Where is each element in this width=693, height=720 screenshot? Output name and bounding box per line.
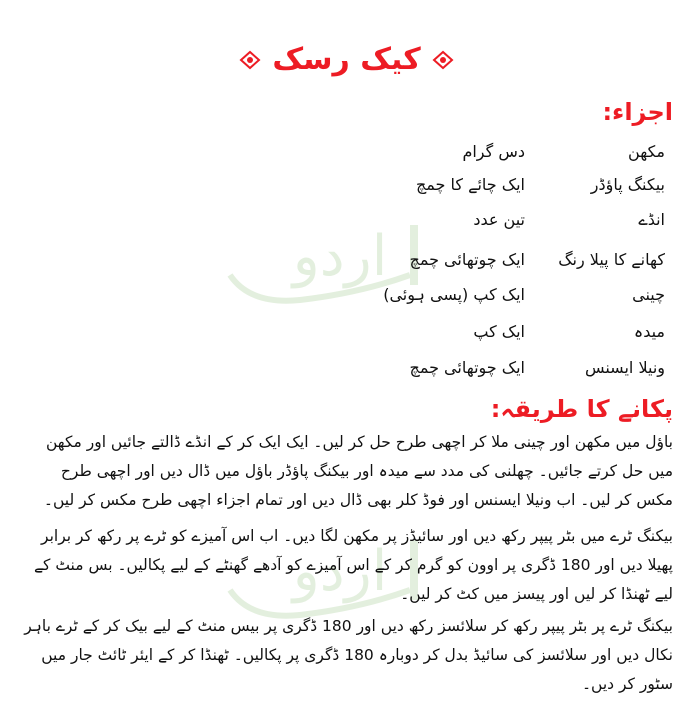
ingredient-qty: ایک چوتھائی چمچ (409, 250, 525, 269)
ingredient-name: کھانے کا پیلا رنگ (558, 250, 665, 269)
ingredient-name: انڈے (638, 210, 665, 229)
method-heading: پکانے کا طریقہ: (490, 395, 673, 423)
ingredient-name: بیکنگ پاؤڈر (590, 175, 665, 194)
ingredient-qty: تین عدد (473, 210, 525, 229)
ingredient-name: میدہ (633, 322, 665, 341)
ingredient-row (165, 171, 665, 199)
ingredient-qty: ایک چوتھائی چمچ (409, 358, 525, 377)
ingredient-row (165, 354, 665, 382)
ingredient-qty: دس گرام (462, 142, 525, 161)
ingredient-qty: ایک کپ (473, 322, 525, 341)
watermark-text: اردو (292, 224, 388, 289)
title-row (0, 38, 693, 82)
ingredient-row (165, 206, 665, 234)
ingredient-qty: ایک چائے کا چمچ (415, 175, 525, 194)
ingredient-row (165, 246, 665, 274)
ingredient-name: مکھن (628, 142, 665, 161)
ingredient-row (165, 281, 665, 309)
page-title: کیک رسک (272, 42, 421, 77)
ingredient-name: چینی (632, 285, 665, 304)
watermark-text-lower: اردو (292, 539, 388, 604)
ornament-left-icon (238, 48, 262, 72)
method-paragraph: باؤل میں مکھن اور چینی ملا کر اچھی طرح حل کر لیں۔ ایک ایک کر کے انڈے ڈالتے جائیں اور مکھن میں حل کرتے جائیں۔ چھلنی کی مدد سے میدہ اور بیکنگ پاؤڈر باؤل میں ڈال دیں اور اچھی طرح مکس کر لیں۔ اب ونیلا ایسنس اور فوڈ کلر بھی ڈال دیں اور تمام اجزاء اچھی طرح مکس کر لیں۔ (43, 433, 673, 509)
method-paragraph: بیکنگ ٹرے میں بٹر پیپر رکھ دیں اور سائیڈز پر مکھن لگا دیں۔ اب اس آمیزے کو ٹرے پر رکھ کر برابر پھیلا دیں اور 180 ڈگری پر اوون کو گرم کر کے اس آمیزے کو آدھے گھنٹے کے لیے پکالیں۔ بس منٹ کے لیے ٹھنڈا کر لیں اور پیسز میں کٹ کر لیں۔ (33, 527, 673, 603)
ornament-right-icon (431, 48, 455, 72)
ingredient-row (165, 318, 665, 346)
ingredient-qty: ایک کپ (پسی ہوئی) (383, 285, 525, 304)
ingredient-row (165, 138, 665, 166)
ingredient-name: ونیلا ایسنس (584, 358, 665, 377)
ingredients-heading: اجزاء: (602, 98, 673, 126)
method-paragraph: بیکنگ ٹرے پر بٹر پیپر رکھ کر سلائسز رکھ دیں اور 180 ڈگری پر بیس منٹ کے لیے بیک کر کے ٹرے باہر نکال دیں اور سلائسز کی سائیڈ بدل کر دوبارہ 180 ڈگری پر پکالیں۔ ٹھنڈا کر کے ایئر ٹائٹ جار میں سٹور کر دیں۔ (24, 617, 673, 693)
